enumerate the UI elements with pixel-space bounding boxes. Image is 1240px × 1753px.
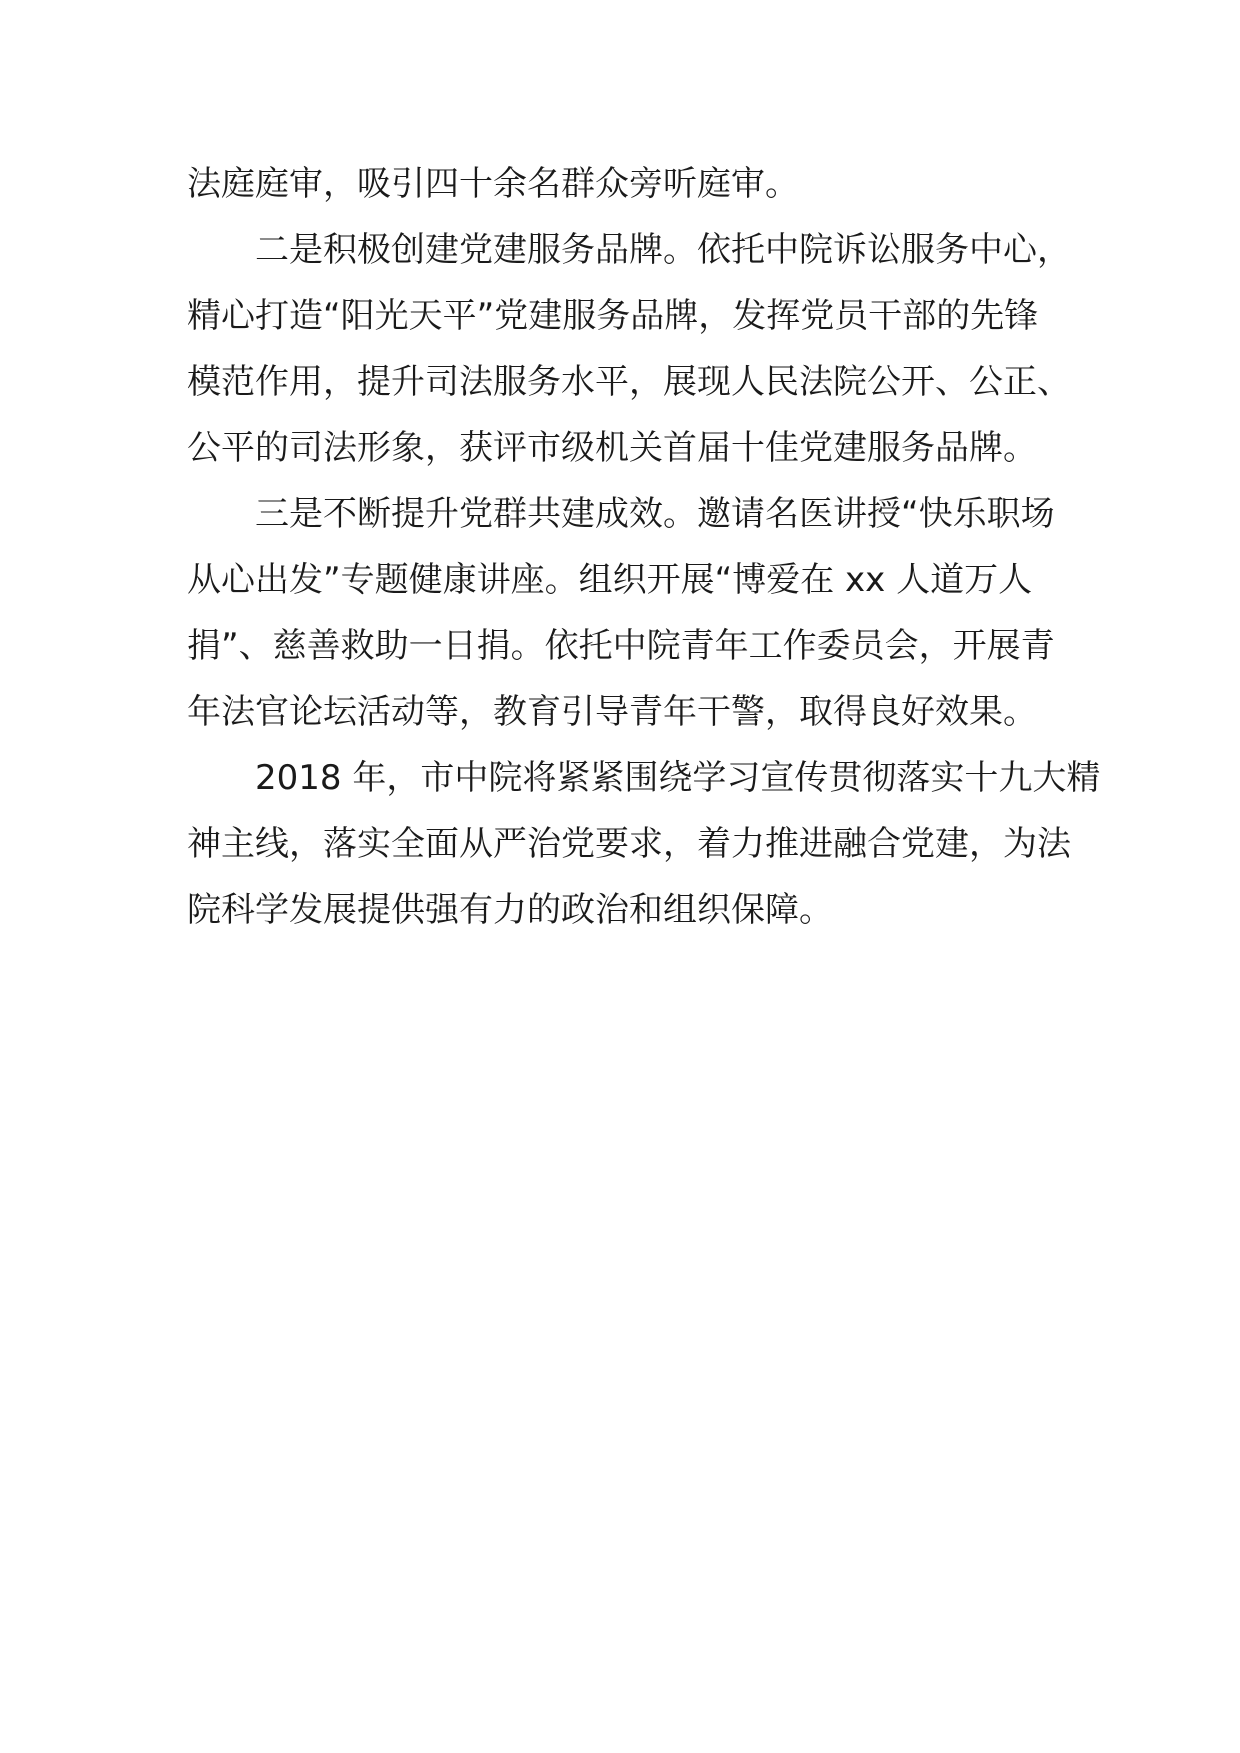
paragraph-2018-plan [187, 745, 1101, 943]
text-line: 三是不断提升党群共建成效。邀请名医讲授“快乐职场 [255, 494, 1055, 534]
text-line: 从心出发”专题健康讲座。组织开展“博爱在 xx 人道万人 [187, 560, 1033, 600]
paragraph-co-construction [187, 481, 1057, 745]
text-line: 捐”、慈善救助一日捐。依托中院青年工作委员会，开展青 [187, 626, 1055, 666]
paragraph-party-brand [187, 217, 1071, 481]
text-line: 年法官论坛活动等，教育引导青年干警，取得良好效果。 [187, 692, 1037, 732]
text-line: 2018 年，市中院将紧紧围绕学习宣传贯彻落实十九大精 [255, 758, 1101, 798]
paragraph-continuation [187, 151, 1057, 217]
text-line: 二是积极创建党建服务品牌。依托中院诉讼服务中心， [255, 230, 1071, 270]
text-line: 院科学发展提供强有力的政治和组织保障。 [187, 890, 833, 930]
text-line: 模范作用，提升司法服务水平，展现人民法院公开、公正、 [187, 362, 1071, 402]
body-text [187, 151, 1101, 943]
text-line: 公平的司法形象，获评市级机关首届十佳党建服务品牌。 [187, 428, 1037, 468]
text-line: 神主线，落实全面从严治党要求，着力推进融合党建，为法 [187, 824, 1071, 864]
text-line: 精心打造“阳光天平”党建服务品牌，发挥党员干部的先锋 [187, 296, 1039, 336]
text-line: 法庭庭审，吸引四十余名群众旁听庭审。 [187, 164, 799, 204]
